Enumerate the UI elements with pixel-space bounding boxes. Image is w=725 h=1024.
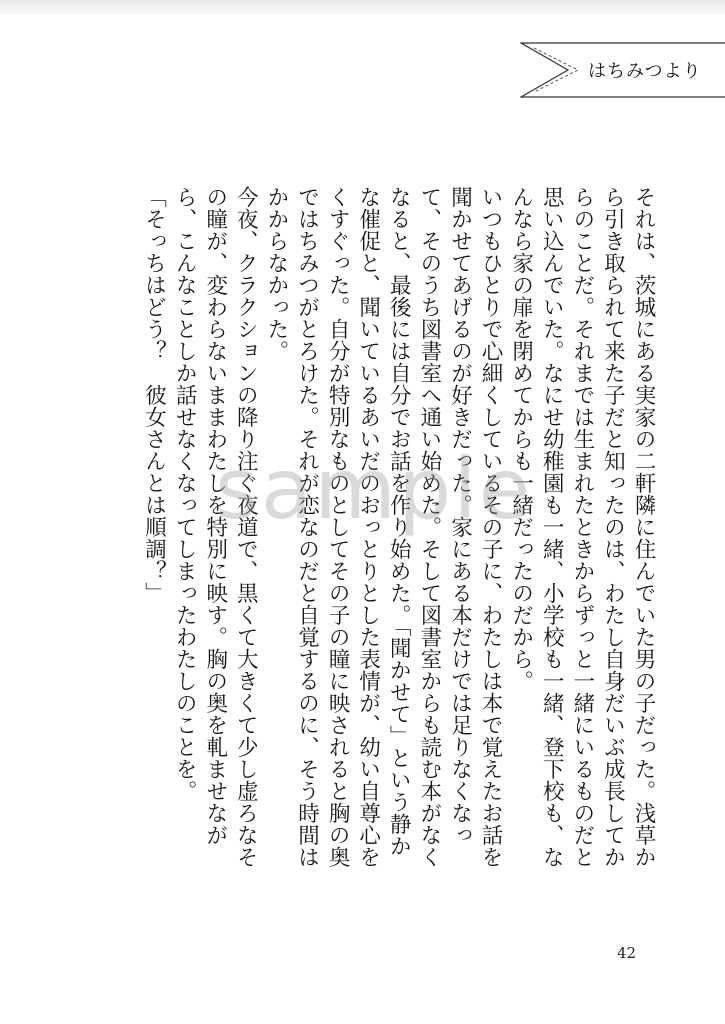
paragraph-4: 「そっちはどう？ 彼女さんとは順調？」: [141, 186, 167, 604]
top-edge-shadow: [0, 0, 725, 14]
paragraph-1: それは、茨城にある実家の二軒隣に住んでいた男の子だった。浅草から引き取られて来た子だと知ったのは、わたし自身だいぶ成長してからのことだ。それまでは生まれたときからずっと一緒にいるものだと思い込んでいた。なにせ幼稚園も一緒、小学校も一緒、登下校も、なんなら家の扉を閉めてからも一緒だったのだから。: [508, 186, 656, 868]
paragraph-3: 今夜、クラクションの降り注ぐ夜道で、黒くて大きくて少し虚ろなその瞳が、変わらないままわたしを特別に映す。胸の奥を軋ませながら、こんなことしか話せなくなってしまったわたしのことを。: [172, 186, 259, 868]
body-text: [118, 186, 658, 876]
paragraph-2: いつもひとりで心細くしているその子に、わたしは本で覚えたお話を聞かせてあげるのが好きだった。家にある本だけでは足りなくなって、そのうち図書室へ通い始めた。そして図書室からも読む本がなくなると、最後には自分でお話を作り始めた。「聞かせて」という静かな催促と、聞いているあいだのおっとりとした表情が、幼い自尊心をくすぐった。自分が特別なものとしてその子の瞳に映されると胸の奥ではちみつがとろけた。それが恋なのだと自覚するのに、そう時間はかからなかった。: [263, 186, 504, 868]
sample-watermark: sample: [215, 440, 533, 538]
chapter-title: はちみつより: [588, 61, 702, 82]
page-number: 42: [617, 944, 637, 962]
chapter-tag: [520, 42, 725, 98]
